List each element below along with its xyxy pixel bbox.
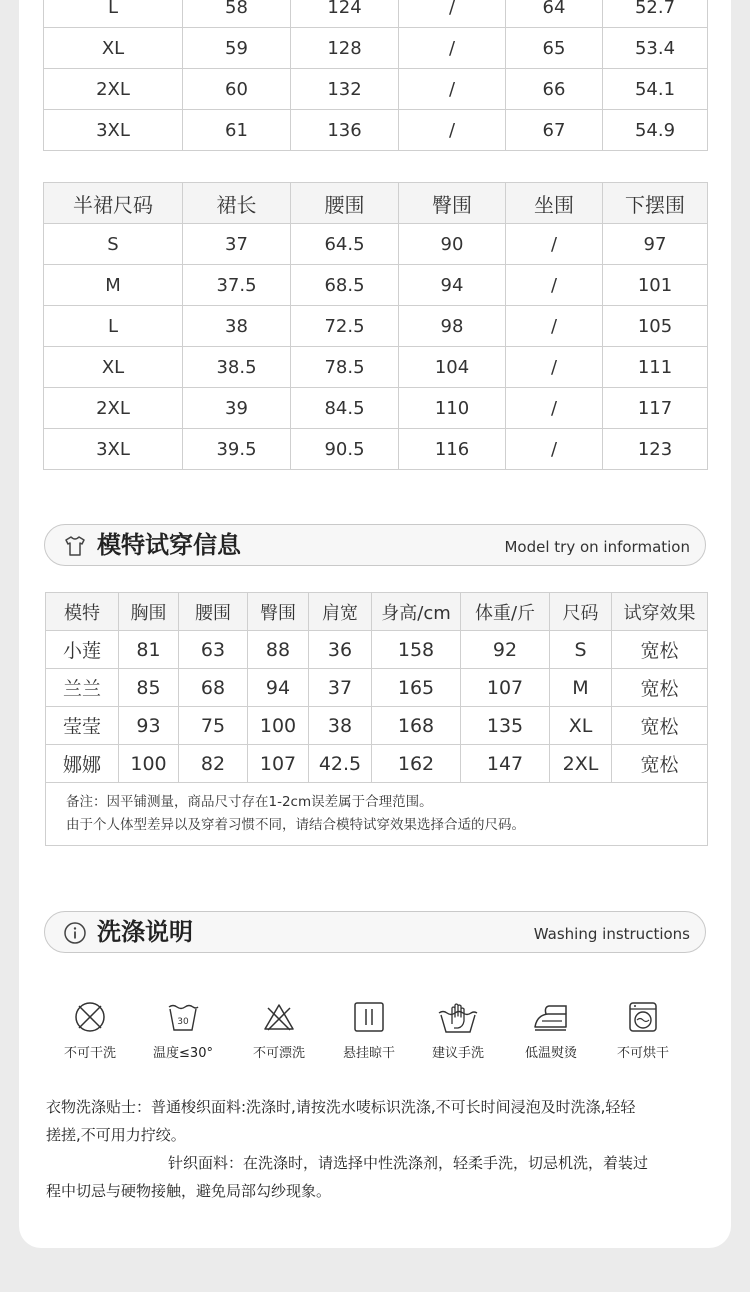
- table-cell: 147: [461, 745, 550, 783]
- wash-label: 悬挂晾干: [342, 1046, 395, 1061]
- tips-line-1: 衣物洗涤贴士：普通梭织面料:洗涤时,请按洗水唛标识洗涤,不可长时间浸泡及时洗涤,轻轻: [46, 1098, 636, 1116]
- table-cell: /: [506, 429, 603, 470]
- column-header: 身高/cm: [372, 593, 461, 631]
- table-cell: 宽松: [612, 669, 708, 707]
- table-header-row: [44, 183, 708, 224]
- table-cell: 136: [291, 110, 399, 151]
- column-header: 模特: [46, 593, 119, 631]
- table-cell: 124: [291, 0, 399, 28]
- tips-line-2: 搓搓,不可用力拧绞。: [46, 1126, 186, 1144]
- table-cell: 兰兰: [46, 669, 119, 707]
- table-cell: 64: [506, 0, 603, 28]
- table-cell: /: [399, 0, 506, 28]
- table-cell: /: [506, 306, 603, 347]
- column-header: 胸围: [119, 593, 179, 631]
- table-cell: /: [399, 110, 506, 151]
- skirt-size-table: [43, 182, 708, 470]
- note-row: [46, 783, 708, 846]
- table-row: [46, 669, 708, 707]
- wash-label: 不可烘干: [616, 1046, 669, 1061]
- table-cell: XL: [550, 707, 612, 745]
- table-cell: 82: [179, 745, 248, 783]
- measurement-note: [46, 783, 708, 846]
- table-cell: 132: [291, 69, 399, 110]
- column-header: 肩宽: [309, 593, 372, 631]
- table-cell: 85: [119, 669, 179, 707]
- table-cell: 100: [119, 745, 179, 783]
- top-size-table: [43, 0, 708, 151]
- wash-section-title: 洗涤说明: [97, 918, 193, 946]
- column-header: 体重/斤: [461, 593, 550, 631]
- wash-label: 低温熨烫: [524, 1046, 577, 1061]
- table-row: [44, 28, 708, 69]
- model-section-header: [44, 524, 706, 566]
- note-line-1: 备注：因平铺测量，商品尺寸存在1-2cm误差属于合理范围。: [66, 794, 433, 810]
- table-cell: 宽松: [612, 707, 708, 745]
- table-cell: 3XL: [44, 110, 183, 151]
- table-cell: 123: [603, 429, 708, 470]
- table-cell: 54.1: [603, 69, 708, 110]
- no-dry-clean-icon: [73, 1000, 107, 1034]
- table-cell: 110: [399, 388, 506, 429]
- wash-item-low-iron: [511, 1000, 591, 1061]
- tshirt-icon: [63, 534, 87, 558]
- table-row: [44, 0, 708, 28]
- wash-item-no-dry-clean: [50, 1000, 130, 1061]
- table-cell: 65: [506, 28, 603, 69]
- table-cell: 104: [399, 347, 506, 388]
- wash-item-hand-wash: [418, 1000, 498, 1061]
- table-cell: /: [399, 69, 506, 110]
- table-cell: 39: [183, 388, 291, 429]
- table-cell: 75: [179, 707, 248, 745]
- table-cell: 158: [372, 631, 461, 669]
- hang-dry-icon: [352, 1000, 386, 1034]
- table-cell: 宽松: [612, 745, 708, 783]
- wash-30-icon: [166, 1000, 200, 1034]
- tips-line-4: 程中切忌与硬物接触，避免局部勾纱现象。: [46, 1182, 332, 1200]
- table-cell: 63: [179, 631, 248, 669]
- table-cell: 105: [603, 306, 708, 347]
- column-header: 裙长: [183, 183, 291, 224]
- column-header: 下摆围: [603, 183, 708, 224]
- column-header: 腰围: [179, 593, 248, 631]
- table-cell: 37: [309, 669, 372, 707]
- table-cell: 42.5: [309, 745, 372, 783]
- table-cell: 66: [506, 69, 603, 110]
- no-tumble-dry-icon: [626, 1000, 660, 1034]
- table-cell: 2XL: [44, 388, 183, 429]
- wash-item-hang-dry: [329, 1000, 409, 1061]
- table-cell: L: [44, 0, 183, 28]
- table-cell: 60: [183, 69, 291, 110]
- table-cell: 36: [309, 631, 372, 669]
- table-header-row: [46, 593, 708, 631]
- table-cell: 38: [183, 306, 291, 347]
- table-cell: 61: [183, 110, 291, 151]
- table-cell: 37: [183, 224, 291, 265]
- model-section-title: 模特试穿信息: [97, 531, 241, 559]
- table-cell: 92: [461, 631, 550, 669]
- column-header: 试穿效果: [612, 593, 708, 631]
- table-row: [44, 347, 708, 388]
- wash-temp-text: 30: [177, 1017, 189, 1027]
- table-cell: 38.5: [183, 347, 291, 388]
- table-cell: L: [44, 306, 183, 347]
- table-cell: XL: [44, 347, 183, 388]
- table-cell: /: [506, 347, 603, 388]
- table-row: [44, 306, 708, 347]
- table-cell: 117: [603, 388, 708, 429]
- table-row: [44, 224, 708, 265]
- wash-item-30-degrees: [143, 1000, 223, 1061]
- table-cell: 64.5: [291, 224, 399, 265]
- wash-item-no-tumble-dry: [603, 1000, 683, 1061]
- table-cell: 小莲: [46, 631, 119, 669]
- table-cell: 37.5: [183, 265, 291, 306]
- column-header: 臀围: [248, 593, 309, 631]
- table-cell: 94: [399, 265, 506, 306]
- model-try-on-table: [45, 592, 708, 846]
- table-cell: 53.4: [603, 28, 708, 69]
- tips-line-3: 针织面料：在洗涤时，请选择中性洗涤剂，轻柔手洗，切忌机洗，着装过: [168, 1154, 649, 1172]
- table-row: [44, 429, 708, 470]
- table-row: [46, 631, 708, 669]
- low-iron-icon: [532, 1000, 570, 1034]
- column-header: 半裙尺码: [44, 183, 183, 224]
- table-row: [46, 707, 708, 745]
- table-row: [44, 110, 708, 151]
- table-cell: 72.5: [291, 306, 399, 347]
- table-cell: 107: [461, 669, 550, 707]
- table-cell: 68: [179, 669, 248, 707]
- table-cell: 168: [372, 707, 461, 745]
- table-cell: XL: [44, 28, 183, 69]
- table-cell: 90.5: [291, 429, 399, 470]
- table-cell: 116: [399, 429, 506, 470]
- wash-label: 不可干洗: [63, 1046, 116, 1061]
- no-bleach-icon: [262, 1000, 296, 1034]
- table-cell: 58: [183, 0, 291, 28]
- table-cell: /: [506, 224, 603, 265]
- table-cell: 3XL: [44, 429, 183, 470]
- table-cell: 59: [183, 28, 291, 69]
- table-cell: 2XL: [550, 745, 612, 783]
- table-cell: 100: [248, 707, 309, 745]
- note-line-2: 由于个人体型差异以及穿着习惯不同，请结合模特试穿效果选择合适的尺码。: [66, 817, 525, 833]
- wash-section-subtitle: Washing instructions: [533, 925, 690, 943]
- column-header: 腰围: [291, 183, 399, 224]
- table-cell: 78.5: [291, 347, 399, 388]
- table-cell: S: [550, 631, 612, 669]
- table-cell: S: [44, 224, 183, 265]
- wash-label: 温度≤30°: [153, 1046, 213, 1061]
- table-cell: 101: [603, 265, 708, 306]
- table-cell: 莹莹: [46, 707, 119, 745]
- table-cell: 67: [506, 110, 603, 151]
- table-row: [46, 745, 708, 783]
- table-cell: 128: [291, 28, 399, 69]
- table-cell: 98: [399, 306, 506, 347]
- wash-label: 不可漂洗: [252, 1046, 305, 1061]
- table-cell: /: [506, 265, 603, 306]
- table-row: [44, 265, 708, 306]
- table-cell: 93: [119, 707, 179, 745]
- table-cell: 39.5: [183, 429, 291, 470]
- table-cell: 52.7: [603, 0, 708, 28]
- wash-label: 建议手洗: [431, 1046, 484, 1061]
- table-cell: 97: [603, 224, 708, 265]
- wash-item-no-bleach: [239, 1000, 319, 1061]
- table-cell: 135: [461, 707, 550, 745]
- table-cell: /: [399, 28, 506, 69]
- table-cell: 162: [372, 745, 461, 783]
- table-cell: 68.5: [291, 265, 399, 306]
- model-section-subtitle: Model try on information: [504, 538, 690, 556]
- table-row: [44, 69, 708, 110]
- table-cell: 111: [603, 347, 708, 388]
- table-cell: 2XL: [44, 69, 183, 110]
- table-cell: 81: [119, 631, 179, 669]
- table-cell: 38: [309, 707, 372, 745]
- table-cell: 54.9: [603, 110, 708, 151]
- column-header: 臀围: [399, 183, 506, 224]
- table-cell: 90: [399, 224, 506, 265]
- table-cell: M: [550, 669, 612, 707]
- hand-wash-icon: [437, 1000, 479, 1034]
- table-cell: 94: [248, 669, 309, 707]
- wash-section-header: [44, 911, 706, 953]
- table-cell: 88: [248, 631, 309, 669]
- table-row: [44, 388, 708, 429]
- table-cell: 宽松: [612, 631, 708, 669]
- table-cell: 107: [248, 745, 309, 783]
- table-cell: /: [506, 388, 603, 429]
- table-cell: 娜娜: [46, 745, 119, 783]
- column-header: 尺码: [550, 593, 612, 631]
- info-circle-icon: [63, 921, 87, 945]
- table-cell: 84.5: [291, 388, 399, 429]
- washing-tips: [46, 1093, 718, 1205]
- column-header: 坐围: [506, 183, 603, 224]
- table-cell: M: [44, 265, 183, 306]
- table-cell: 165: [372, 669, 461, 707]
